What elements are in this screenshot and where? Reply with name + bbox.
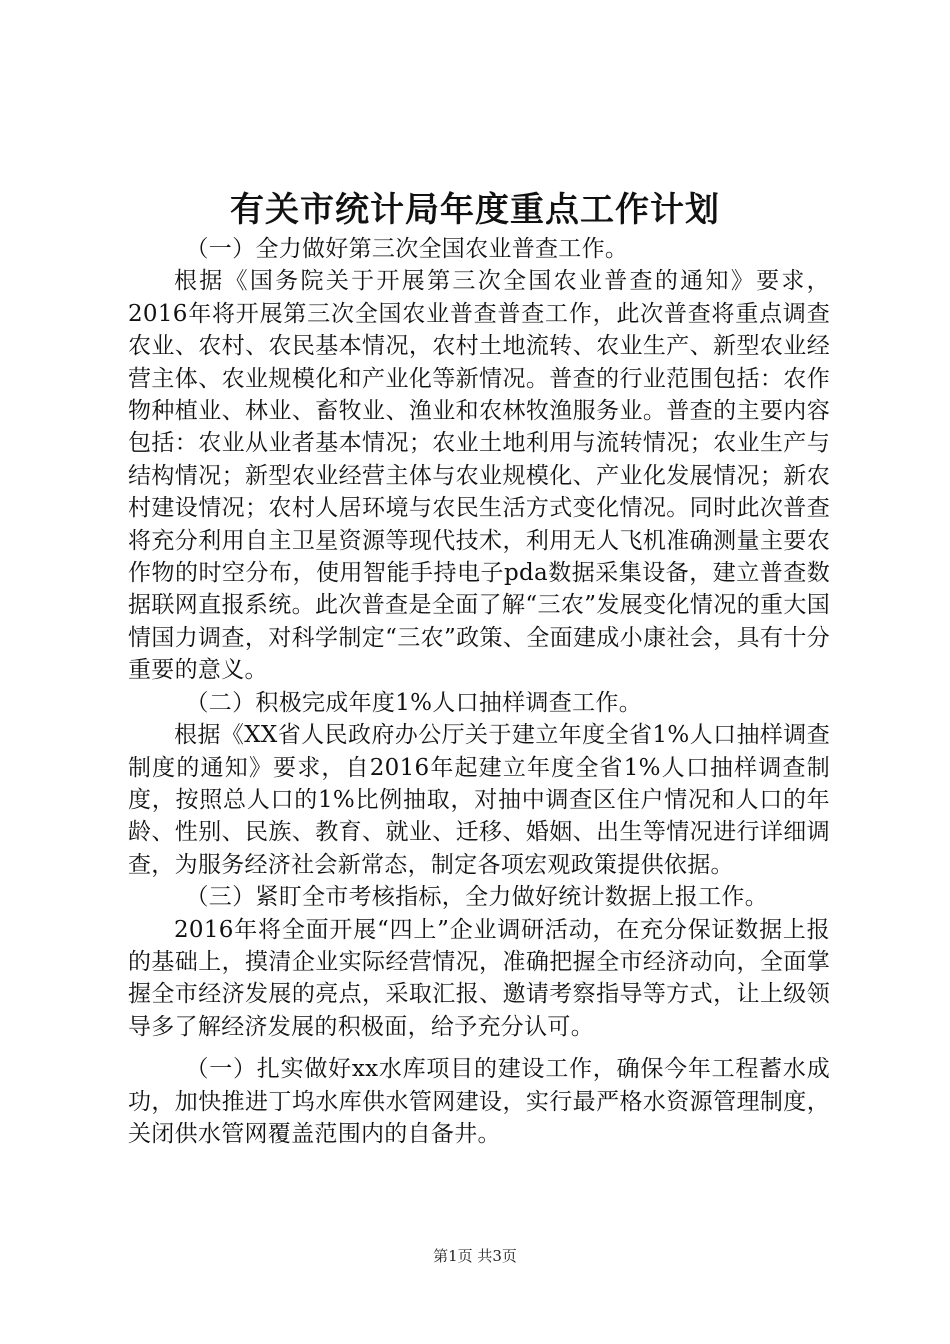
section-heading-population-sample: （二）积极完成年度1%人口抽样调查工作。	[185, 689, 642, 716]
paragraph-statistics-reporting: 2016年将全面开展“四上”企业调研活动，在充分保证数据上报的基础上，摸清企业实际经营情况，准确把握全市经济动向，全面掌握全市经济发展的亮点，采取汇报、邀请考察指导等方式，让上级领导多了解经济发展的积极面，给予充分认可。	[128, 916, 830, 1040]
section-heading-agri-census: （一）全力做好第三次全国农业普查工作。	[185, 236, 629, 262]
page-number-footer: 第1页 共3页	[433, 1247, 517, 1265]
paragraph-agri-census: 根据《国务院关于开展第三次全国农业普查的通知》要求，2016年将开展第三次全国农业普查普查工作，此次普查将重点调查农业、农村、农民基本情况，农村土地流转、农业生产、新型农业经营主体、农业规模化和产业化等新情况。普查的行业范围包括：农作物种植业、林业、畜牧业、渔业和农林牧渔服务业。普查的主要内容包括：农业从业者基本情况；农业土地利用与流转情况；农业生产与结构情况；新型农业经营主体与农业规模化、产业化发展情况；新农村建设情况；农村人居环境与农民生活方式变化情况。同时此次普查将充分利用自主卫星资源等现代技术，利用无人飞机准确测量主要农作物的时空分布，使用智能手持电子pda数据采集设备，建立普查数据联网直报系统。此次普查是全面了解“三农”发展变化情况的重大国情国力调查，对科学制定“三农”政策、全面建成小康社会，具有十分重要的意义。	[128, 268, 830, 684]
paragraph-population-sample: 根据《XX省人民政府办公厅关于建立年度全省1%人口抽样调查制度的通知》要求，自2016年起建立年度全省1%人口抽样调查制度，按照总人口的1%比例抽取，对抽中调查区住户情况和人口的年龄、性别、民族、教育、就业、迁移、婚姻、出生等情况进行详细调查，为服务经济社会新常态，制定各项宏观政策提供依据。	[128, 722, 830, 878]
section-heading-statistics-reporting: （三）紧盯全市考核指标，全力做好统计数据上报工作。	[185, 884, 768, 911]
document-title: 有关市统计局年度重点工作计划	[230, 190, 720, 230]
paragraph-reservoir-project: （一）扎实做好xx水库项目的建设工作，确保今年工程蓄水成功，加快推进丁坞水库供水管网建设，实行最严格水资源管理制度，关闭供水管网覆盖范围内的自备井。	[128, 1056, 830, 1147]
document-body	[128, 233, 830, 1150]
